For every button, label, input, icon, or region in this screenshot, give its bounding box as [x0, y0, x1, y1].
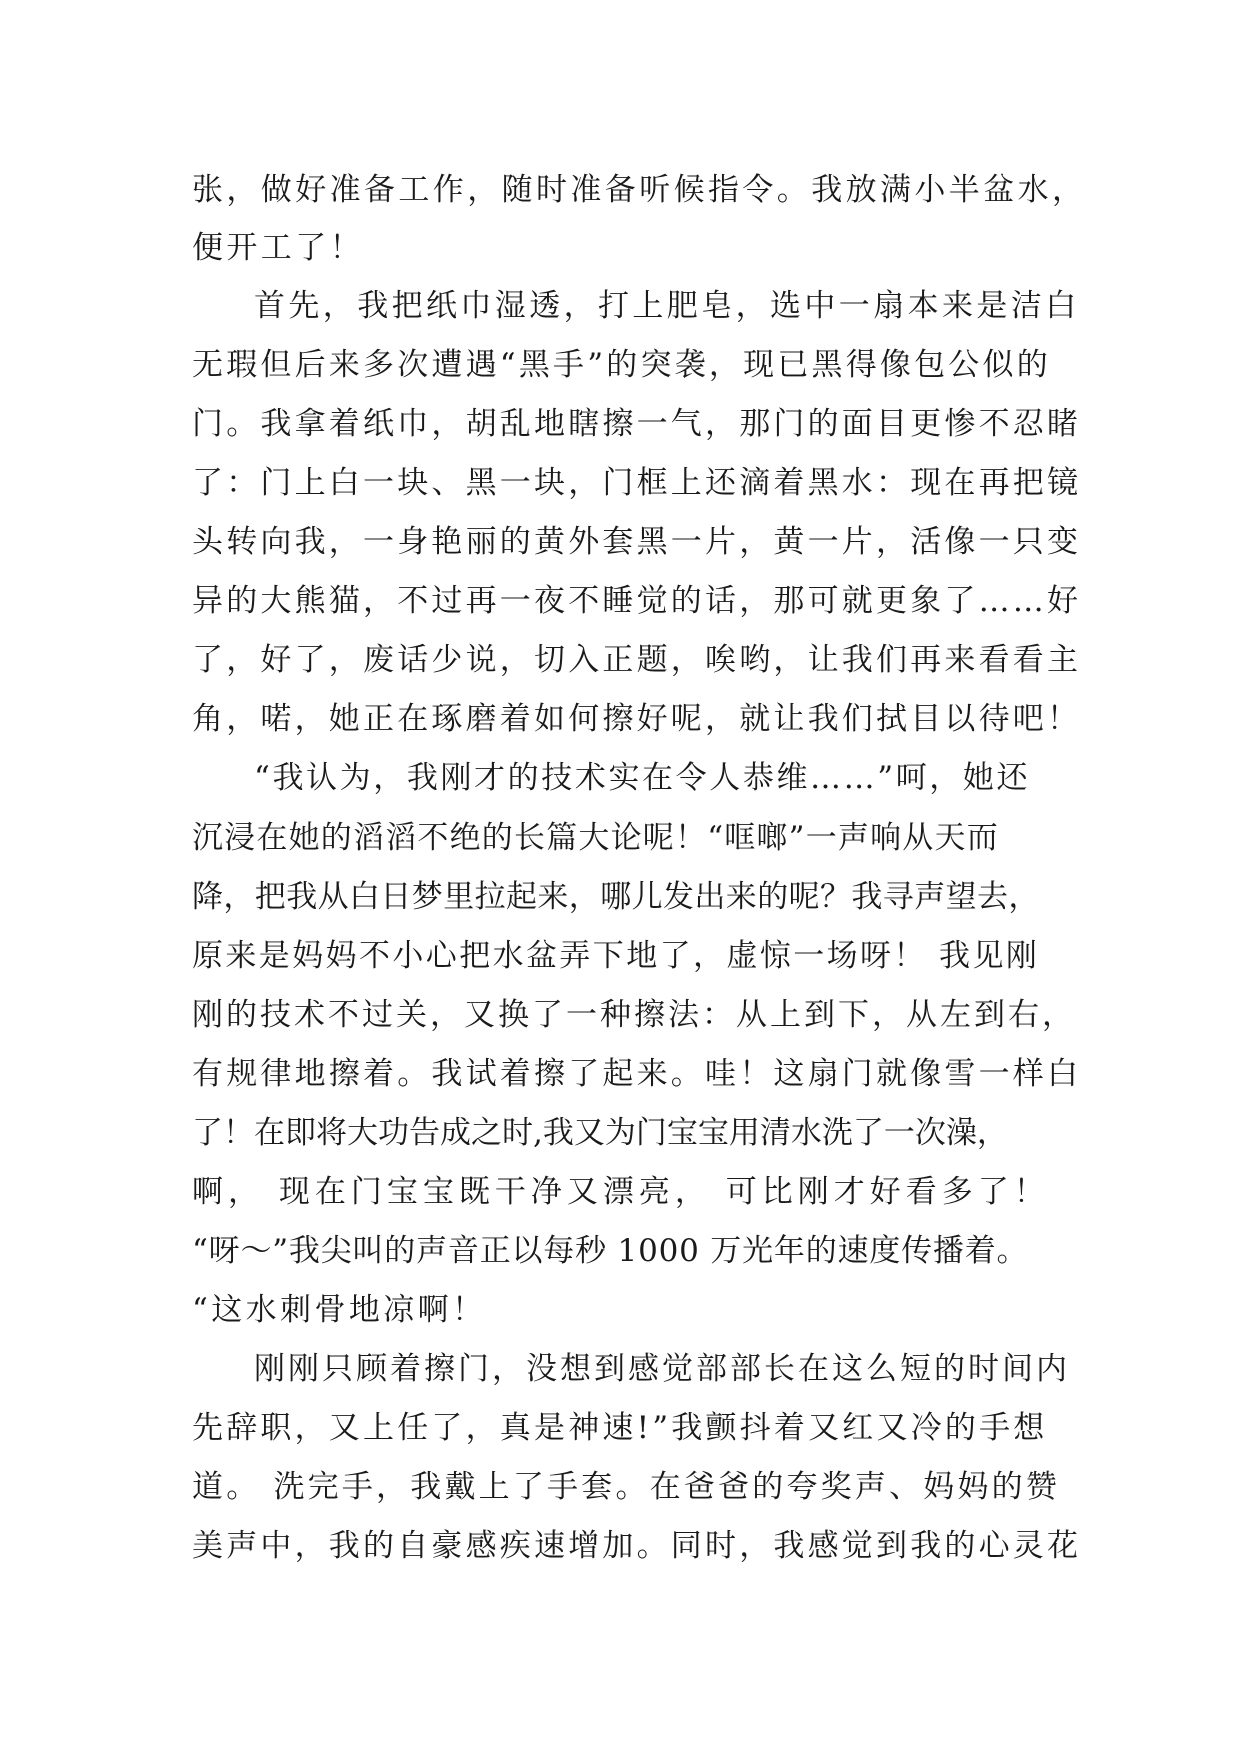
text-line: “呀～”我尖叫的声音正以每秒 1000 万光年的速度传播着。 — [192, 1233, 1029, 1269]
text-line: 门。我拿着纸巾，胡乱地瞎擦一气，那门的面目更惨不忍睹 — [192, 406, 1082, 442]
text-line: 了！在即将大功告成之时,我又为门宝宝用清水洗了一次澡， — [192, 1115, 1008, 1151]
text-line: 原来是妈妈不小心把水盆弄下地了，虚惊一场呀！ 我见刚 — [192, 938, 1040, 974]
text-line: 便开工了！ — [192, 230, 364, 266]
text-line: 了：门上白一块、黑一块，门框上还滴着黑水：现在再把镜 — [192, 465, 1082, 501]
text-line: 角，喏，她正在琢磨着如何擦好呢，就让我们拭目以待吧！ — [192, 701, 1082, 737]
text-line: 张，做好准备工作，随时准备听候指令。我放满小半盆水， — [192, 172, 1087, 208]
text-line: 降，把我从白日梦里拉起来，哪儿发出来的呢？我寻声望去， — [192, 879, 1040, 915]
text-line: 沉浸在她的滔滔不绝的长篇大论呢！“哐啷”一声响从天而 — [192, 820, 999, 856]
text-line: 了，好了，废话少说，切入正题，唉哟，让我们再来看看主 — [192, 642, 1082, 678]
text-line: 刚的技术不过关，又换了一种擦法：从上到下，从左到右， — [192, 997, 1076, 1033]
paragraph-first-line: 首先，我把纸巾湿透，打上肥皂，选中一扇本来是洁白 — [254, 288, 1080, 324]
text-line: 美声中，我的自豪感疾速增加。同时，我感觉到我的心灵花 — [192, 1528, 1082, 1564]
text-line: 头转向我，一身艳丽的黄外套黑一片，黄一片，活像一只变 — [192, 524, 1082, 560]
text-line: 异的大熊猫，不过再一夜不睡觉的话，那可就更象了……好 — [192, 583, 1082, 619]
paragraph-first-line: “我认为，我刚才的技术实在令人恭维……”呵，她还 — [254, 760, 1031, 796]
paragraph-first-line: 刚刚只顾着擦门，没想到感觉部部长在这么短的时间内 — [254, 1351, 1070, 1387]
text-line: 有规律地擦着。我试着擦了起来。哇！这扇门就像雪一样白 — [192, 1056, 1082, 1092]
text-line: 无瑕但后来多次遭遇“黑手”的突袭，现已黑得像包公似的 — [192, 347, 1051, 383]
text-line: 道。 洗完手，我戴上了手套。在爸爸的夸奖声、妈妈的赞 — [192, 1469, 1061, 1505]
text-line: “这水刺骨地凉啊！ — [192, 1292, 487, 1328]
text-line: 先辞职，又上任了，真是神速!”我颤抖着又红又冷的手想 — [192, 1410, 1048, 1446]
text-line: 啊， 现在门宝宝既干净又漂亮， 可比刚才好看多了！ — [192, 1174, 1050, 1210]
